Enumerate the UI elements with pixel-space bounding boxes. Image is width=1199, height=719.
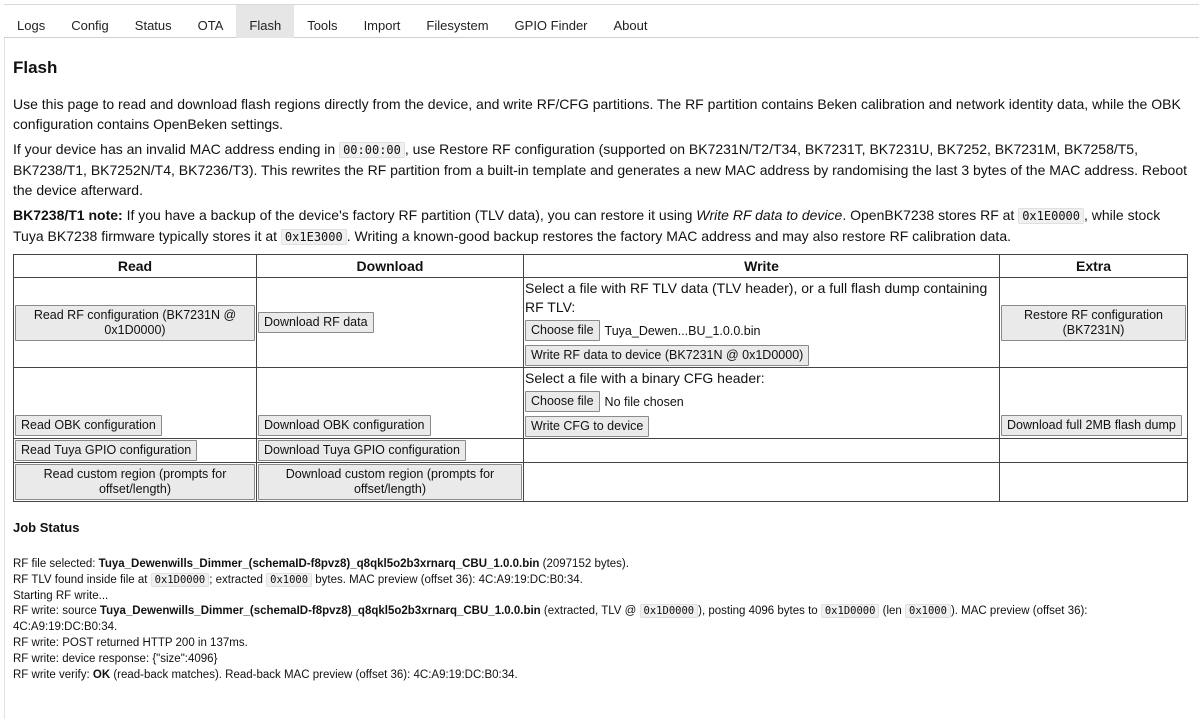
tab-filesystem[interactable]: Filesystem	[426, 18, 489, 33]
log-ok: OK	[92, 668, 111, 681]
write-rf-description: Select a file with RF TLV data (TLV header), or a full flash dump containing RF TLV:	[525, 280, 988, 315]
log-line: RF write: device response: {"size":4096}	[13, 652, 218, 665]
cell-write-rf	[524, 278, 1000, 368]
cell-extra-tuya-gpio	[1000, 439, 1188, 463]
intro-text: Use this page to read and download flash regions directly from the device, and write RF/CFG partitions. The RF partition contains Beken calibration and network identity data, while the OBK configuration contains OpenBeken settings.	[13, 96, 1181, 132]
cell-extra-custom	[1000, 463, 1188, 502]
cell-read-rf	[14, 278, 257, 368]
mac-info-text	[13, 139, 1193, 200]
mac-info-pre: If your device has an invalid MAC address ending in	[13, 141, 340, 157]
cfg-selected-file-name: No file chosen	[604, 394, 684, 409]
log-line	[13, 557, 1193, 573]
mac-suffix-code: 00:00:00	[339, 142, 405, 158]
note-code-tuya-rf: 0x1E3000	[281, 229, 347, 245]
read-custom-region-button[interactable]: Read custom region (prompts for offset/length)	[15, 464, 255, 500]
header-extra: Extra	[1000, 255, 1188, 278]
log-text: RF write verify:	[13, 668, 93, 681]
note-text-d: . Writing a known-good backup restores the factory MAC address and may also restore RF calibration data.	[346, 228, 1011, 244]
note-text-a: If you have a backup of the device's factory RF partition (TLV data), you can restore it using	[122, 207, 697, 223]
log-filename: Tuya_Dewenwills_Dimmer_(schemaID-f8pvz8)_q8qkl5o2b3xrnarq_CBU_1.0.0.bin	[98, 558, 540, 570]
log-code: 0x1000	[905, 604, 951, 618]
rf-selected-file-name: Tuya_Dewen...BU_1.0.0.bin	[604, 323, 761, 338]
cell-read-custom	[14, 463, 257, 502]
cell-read-tuya-gpio	[14, 439, 257, 463]
job-status-title: Job Status	[13, 520, 80, 535]
log-code: 0x1D0000	[640, 604, 699, 618]
cell-download-tuya-gpio	[257, 439, 524, 463]
cell-download-obk	[257, 368, 524, 439]
note-text-c: , while stock Tuya BK7238 firmware typically stores it at	[13, 207, 1161, 244]
flash-page	[13, 50, 1193, 683]
log-text: ), posting 4096 bytes to	[698, 605, 821, 618]
rf-file-picker	[525, 320, 998, 341]
note-label: BK7238/T1 note:	[13, 207, 123, 223]
table-header-row	[14, 255, 1188, 278]
download-rf-button[interactable]: Download RF data	[258, 312, 374, 333]
cell-download-rf	[257, 278, 524, 368]
cell-write-obk	[524, 368, 1000, 439]
log-code: 0x1000	[266, 573, 312, 587]
table-row-tuya-gpio	[14, 439, 1188, 463]
download-obk-button[interactable]: Download OBK configuration	[258, 415, 431, 436]
bk7238-note	[13, 205, 1193, 247]
tab-tools[interactable]: Tools	[307, 18, 338, 33]
log-line	[13, 573, 1193, 589]
log-line: RF write: POST returned HTTP 200 in 137ms.	[13, 636, 248, 649]
write-cfg-description: Select a file with a binary CFG header:	[525, 370, 765, 386]
note-text-b: . OpenBK7238 stores RF at	[842, 207, 1019, 223]
tab-status[interactable]: Status	[134, 18, 172, 33]
tab-import[interactable]: Import	[363, 18, 401, 33]
log-text: RF file selected:	[13, 558, 99, 570]
log-code: 0x1D0000	[151, 573, 210, 587]
download-tuya-gpio-button[interactable]: Download Tuya GPIO configuration	[258, 440, 466, 461]
log-text: (2097152 bytes).	[539, 558, 629, 570]
read-rf-button[interactable]: Read RF configuration (BK7231N @ 0x1D0000)	[15, 305, 255, 341]
tab-config[interactable]: Config	[71, 18, 109, 33]
cell-download-custom	[257, 463, 524, 502]
cell-extra-rf	[1000, 278, 1188, 368]
tab-ota[interactable]: OTA	[197, 18, 224, 33]
note-emphasis: Write RF data to device	[696, 207, 843, 223]
header-download: Download	[257, 255, 524, 278]
page-title: Flash	[13, 58, 58, 77]
write-cfg-button[interactable]: Write CFG to device	[525, 416, 649, 437]
log-text: RF TLV found inside file at	[13, 573, 151, 586]
note-code-obk-rf: 0x1E0000	[1018, 208, 1084, 224]
restore-rf-button[interactable]: Restore RF configuration (BK7231N)	[1001, 305, 1186, 341]
tab-bar	[4, 4, 1199, 38]
cell-read-obk	[14, 368, 257, 439]
tab-logs[interactable]: Logs	[17, 18, 46, 33]
download-custom-region-button[interactable]: Download custom region (prompts for offset/length)	[258, 464, 522, 500]
log-text: RF write: source	[13, 605, 100, 618]
mac-info-post: , use Restore RF configuration (supported on BK7231N/T2/T34, BK7231T, BK7231U, BK7252, BK7231M, BK7258/T5, BK7238/T1, BK7252N/T4, BK7236/T3). This rewrites the RF partition from a built-in template and generates a new MAC address by randomising the last 3 bytes of the MAC address. Reboot the device afterward.	[13, 141, 1187, 198]
write-rf-button[interactable]: Write RF data to device (BK7231N @ 0x1D0000)	[525, 345, 809, 366]
tab-about[interactable]: About	[613, 18, 648, 33]
table-row-custom	[14, 463, 1188, 502]
download-full-dump-button[interactable]: Download full 2MB flash dump	[1001, 415, 1182, 436]
read-obk-button[interactable]: Read OBK configuration	[15, 415, 162, 436]
job-status-log	[13, 557, 1193, 683]
cell-extra-obk	[1000, 368, 1188, 439]
rf-choose-file-button[interactable]: Choose file	[525, 320, 600, 341]
cfg-choose-file-button[interactable]: Choose file	[525, 391, 600, 412]
log-code: 0x1D0000	[821, 604, 880, 618]
cell-write-custom	[524, 463, 1000, 502]
table-row-rf	[14, 278, 1188, 368]
table-row-obk	[14, 368, 1188, 439]
log-line	[13, 668, 1193, 684]
log-text: (len	[879, 605, 906, 618]
cfg-file-picker	[525, 391, 998, 412]
log-filename: Tuya_Dewenwills_Dimmer_(schemaID-f8pvz8)_q8qkl5o2b3xrnarq_CBU_1.0.0.bin	[99, 605, 541, 618]
tab-flash[interactable]: Flash	[236, 5, 294, 38]
log-line: Starting RF write...	[13, 589, 109, 602]
log-text: bytes. MAC preview (offset 36): 4C:A9:19:DC:B0:34.	[312, 573, 583, 586]
flash-operations-table	[13, 254, 1188, 502]
cell-write-tuya-gpio	[524, 439, 1000, 463]
header-read: Read	[14, 255, 257, 278]
log-line	[13, 604, 1193, 636]
read-tuya-gpio-button[interactable]: Read Tuya GPIO configuration	[15, 440, 197, 461]
log-text: ). MAC preview (offset 36): 4C:A9:19:DC:B0:34.	[13, 605, 1088, 634]
log-text: (read-back matches). Read-back MAC preview (offset 36): 4C:A9:19:DC:B0:34.	[110, 668, 518, 681]
log-text: (extracted, TLV @	[540, 605, 640, 618]
log-text: ; extracted	[209, 573, 267, 586]
tab-gpio-finder[interactable]: GPIO Finder	[514, 18, 588, 33]
header-write: Write	[524, 255, 1000, 278]
page-left-border	[4, 4, 5, 719]
